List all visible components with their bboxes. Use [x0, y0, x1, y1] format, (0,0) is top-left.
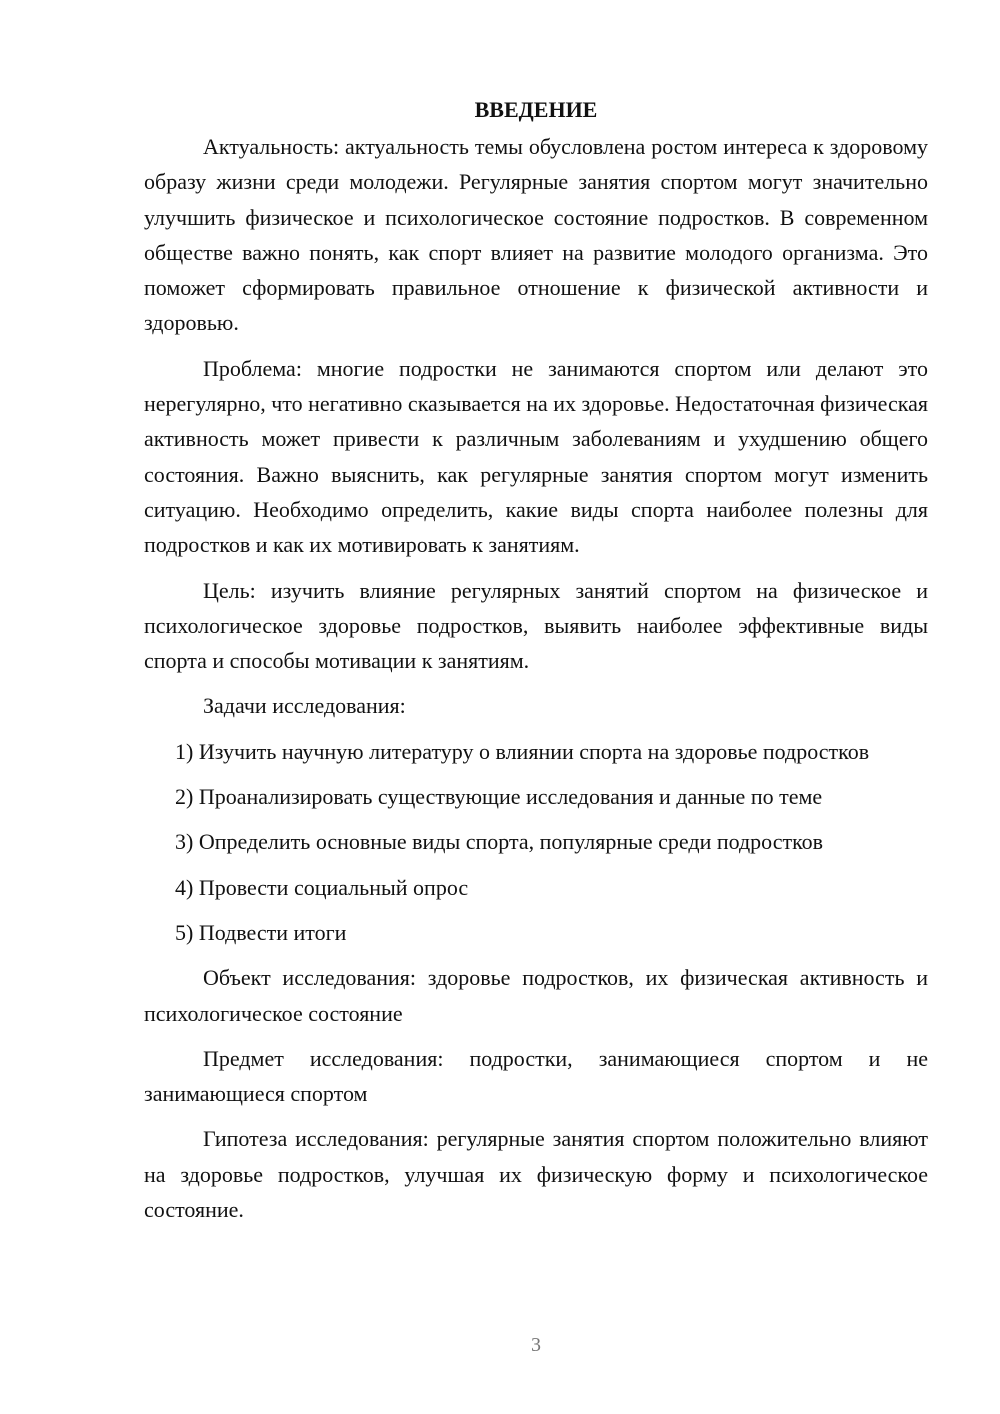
list-item: 5) Подвести итоги: [175, 919, 347, 945]
page-title: ВВЕДЕНИЕ: [474, 97, 598, 122]
subject-paragraph: Предмет исследования: подростки, занимающиеся спортом и не занимающиеся спортом: [144, 1045, 928, 1107]
tasks-list: [144, 734, 928, 950]
list-item: 3) Определить основные виды спорта, популярные среди подростков: [175, 829, 824, 855]
problem-paragraph: Проблема: многие подростки не занимаются спортом или делают это нерегулярно, что негативно сказывается на их здоровье. Недостаточная физическая активность может привести к различным заболеваниям и ухудшению общего состояния. Важно выяснить, как регулярные занятия спортом могут изменить ситуацию. Необходимо определить, какие виды спорта наиболее полезны для подростков и как их мотивировать к занятиям.: [144, 355, 928, 558]
list-item: 4) Провести социальный опрос: [175, 874, 469, 900]
relevance-paragraph: Актуальность: актуальность темы обусловлена ростом интереса к здоровому образу жизни среди молодежи. Регулярные занятия спортом могут значительно улучшить физическое и психологическое состояние подростков. В современном обществе важно понять, как спорт влияет на развитие молодого организма. Это поможет сформировать правильное отношение к физической активности и здоровью.: [144, 134, 928, 336]
goal-paragraph: Цель: изучить влияние регулярных занятий спортом на физическое и психологическое здоровье подростков, выявить наиболее эффективные виды спорта и способы мотивации к занятиям.: [144, 577, 928, 674]
document-page: [144, 92, 928, 1237]
list-item: 1) Изучить научную литературу о влиянии спорта на здоровье подростков: [175, 738, 870, 764]
tasks-heading: Задачи исследования:: [203, 693, 406, 719]
list-item: 2) Проанализировать существующие исследования и данные по теме: [175, 784, 823, 810]
page-number: 3: [531, 1334, 541, 1356]
hypothesis-paragraph: Гипотеза исследования: регулярные занятия спортом положительно влияют на здоровье подростков, улучшая их физическую форму и психологическое состояние.: [144, 1126, 928, 1223]
object-paragraph: Объект исследования: здоровье подростков, их физическая активность и психологическое состояние: [144, 965, 928, 1026]
